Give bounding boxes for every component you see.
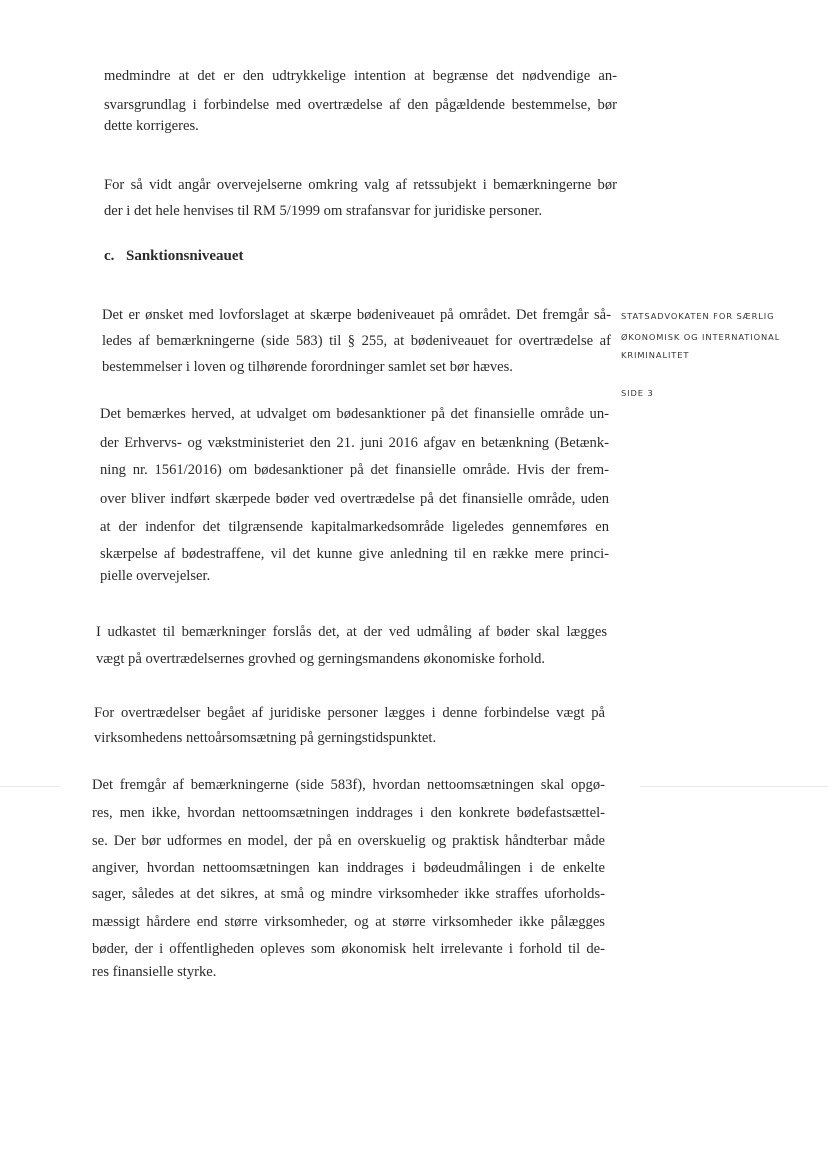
paragraph-line: der i det hele henvises til RM 5/1999 om strafansvar for juridiske personer. [104, 203, 543, 219]
sender-name-line: KRIMINALITET [621, 350, 690, 360]
paragraph-line: pielle overvejelser. [100, 568, 211, 584]
paragraph-line: ning nr. 1561/2016) om bødesanktioner på det finansielle område. Hvis der frem- [100, 462, 609, 478]
paragraph-line: ledes af bemærkningerne (side 583) til § 255, at bødeniveauet for overtrædelse af [102, 333, 611, 349]
paragraph-line: medmindre at det er den udtrykkelige intention at begrænse det nødvendige an- [104, 68, 617, 84]
paragraph-line: skærpelse af bødestraffene, vil det kunne give anledning til en række mere princi- [100, 546, 609, 562]
paragraph-line: vægt på overtrædelsernes grovhed og gerningsmandens økonomiske forhold. [96, 651, 546, 667]
paragraph-line: res finansielle styrke. [92, 964, 217, 980]
paragraph-line: se. Der bør udformes en model, der på en overskuelig og praktisk håndterbar måde [92, 833, 605, 849]
scan-artifact [0, 786, 60, 787]
scan-artifact [640, 786, 828, 787]
paragraph-line: res, men ikke, hvordan nettoomsætningen inddrages i den konkrete bødefastsættel- [92, 805, 605, 821]
paragraph-line: dette korrigeres. [104, 118, 199, 134]
sender-name-line: STATSADVOKATEN FOR SÆRLIG [621, 311, 775, 321]
section-heading [104, 248, 244, 265]
paragraph-line: Det er ønsket med lovforslaget at skærpe bødeniveauet på området. Det fremgår så- [102, 307, 611, 323]
paragraph-line: der Erhvervs- og vækstministeriet den 21. juni 2016 afgav en betænkning (Betænk- [100, 435, 609, 451]
paragraph-line: Det bemærkes herved, at udvalget om bødesanktioner på det finansielle område un- [100, 406, 609, 422]
paragraph-line: mæssigt hårdere end større virksomheder, og at større virksomheder ikke pålægges [92, 914, 605, 930]
section-letter: c. [104, 248, 115, 264]
section-title: Sanktionsniveauet [126, 248, 244, 264]
paragraph-line: sager, således at det sikres, at små og mindre virksomheder ikke straffes uforholds- [92, 886, 605, 902]
page-number-label: SIDE 3 [621, 388, 654, 398]
paragraph-line: I udkastet til bemærkninger forslås det, at der ved udmåling af bøder skal lægges [96, 624, 607, 640]
sender-name-line: ØKONOMISK OG INTERNATIONAL [621, 332, 781, 342]
paragraph-line: angiver, hvordan nettoomsætningen kan inddrages i bødeudmålingen i de enkelte [92, 860, 605, 876]
paragraph-line: virksomhedens nettoårsomsætning på gerningstidspunktet. [94, 730, 437, 746]
paragraph-line: at der indenfor det tilgrænsende kapitalmarkedsområde ligeledes gennemføres en [100, 519, 609, 535]
paragraph-line: bøder, der i offentligheden opleves som økonomisk helt irrelevante i forhold til de- [92, 941, 605, 957]
paragraph-line: For så vidt angår overvejelserne omkring valg af retssubjekt i bemærkningerne bør [104, 177, 617, 193]
paragraph-line: bestemmelser i loven og tilhørende forordninger samlet set bør hæves. [102, 359, 513, 375]
paragraph-line: Det fremgår af bemærkningerne (side 583f), hvordan nettoomsætningen skal opgø- [92, 777, 605, 793]
paragraph-line: For overtrædelser begået af juridiske personer lægges i denne forbindelse vægt på [94, 705, 605, 721]
paragraph-line: over bliver indført skærpede bøder ved overtrædelse på det finansielle område, uden [100, 491, 609, 507]
paragraph-line: svarsgrundlag i forbindelse med overtrædelse af den pågældende bestemmelse, bør [104, 97, 617, 113]
